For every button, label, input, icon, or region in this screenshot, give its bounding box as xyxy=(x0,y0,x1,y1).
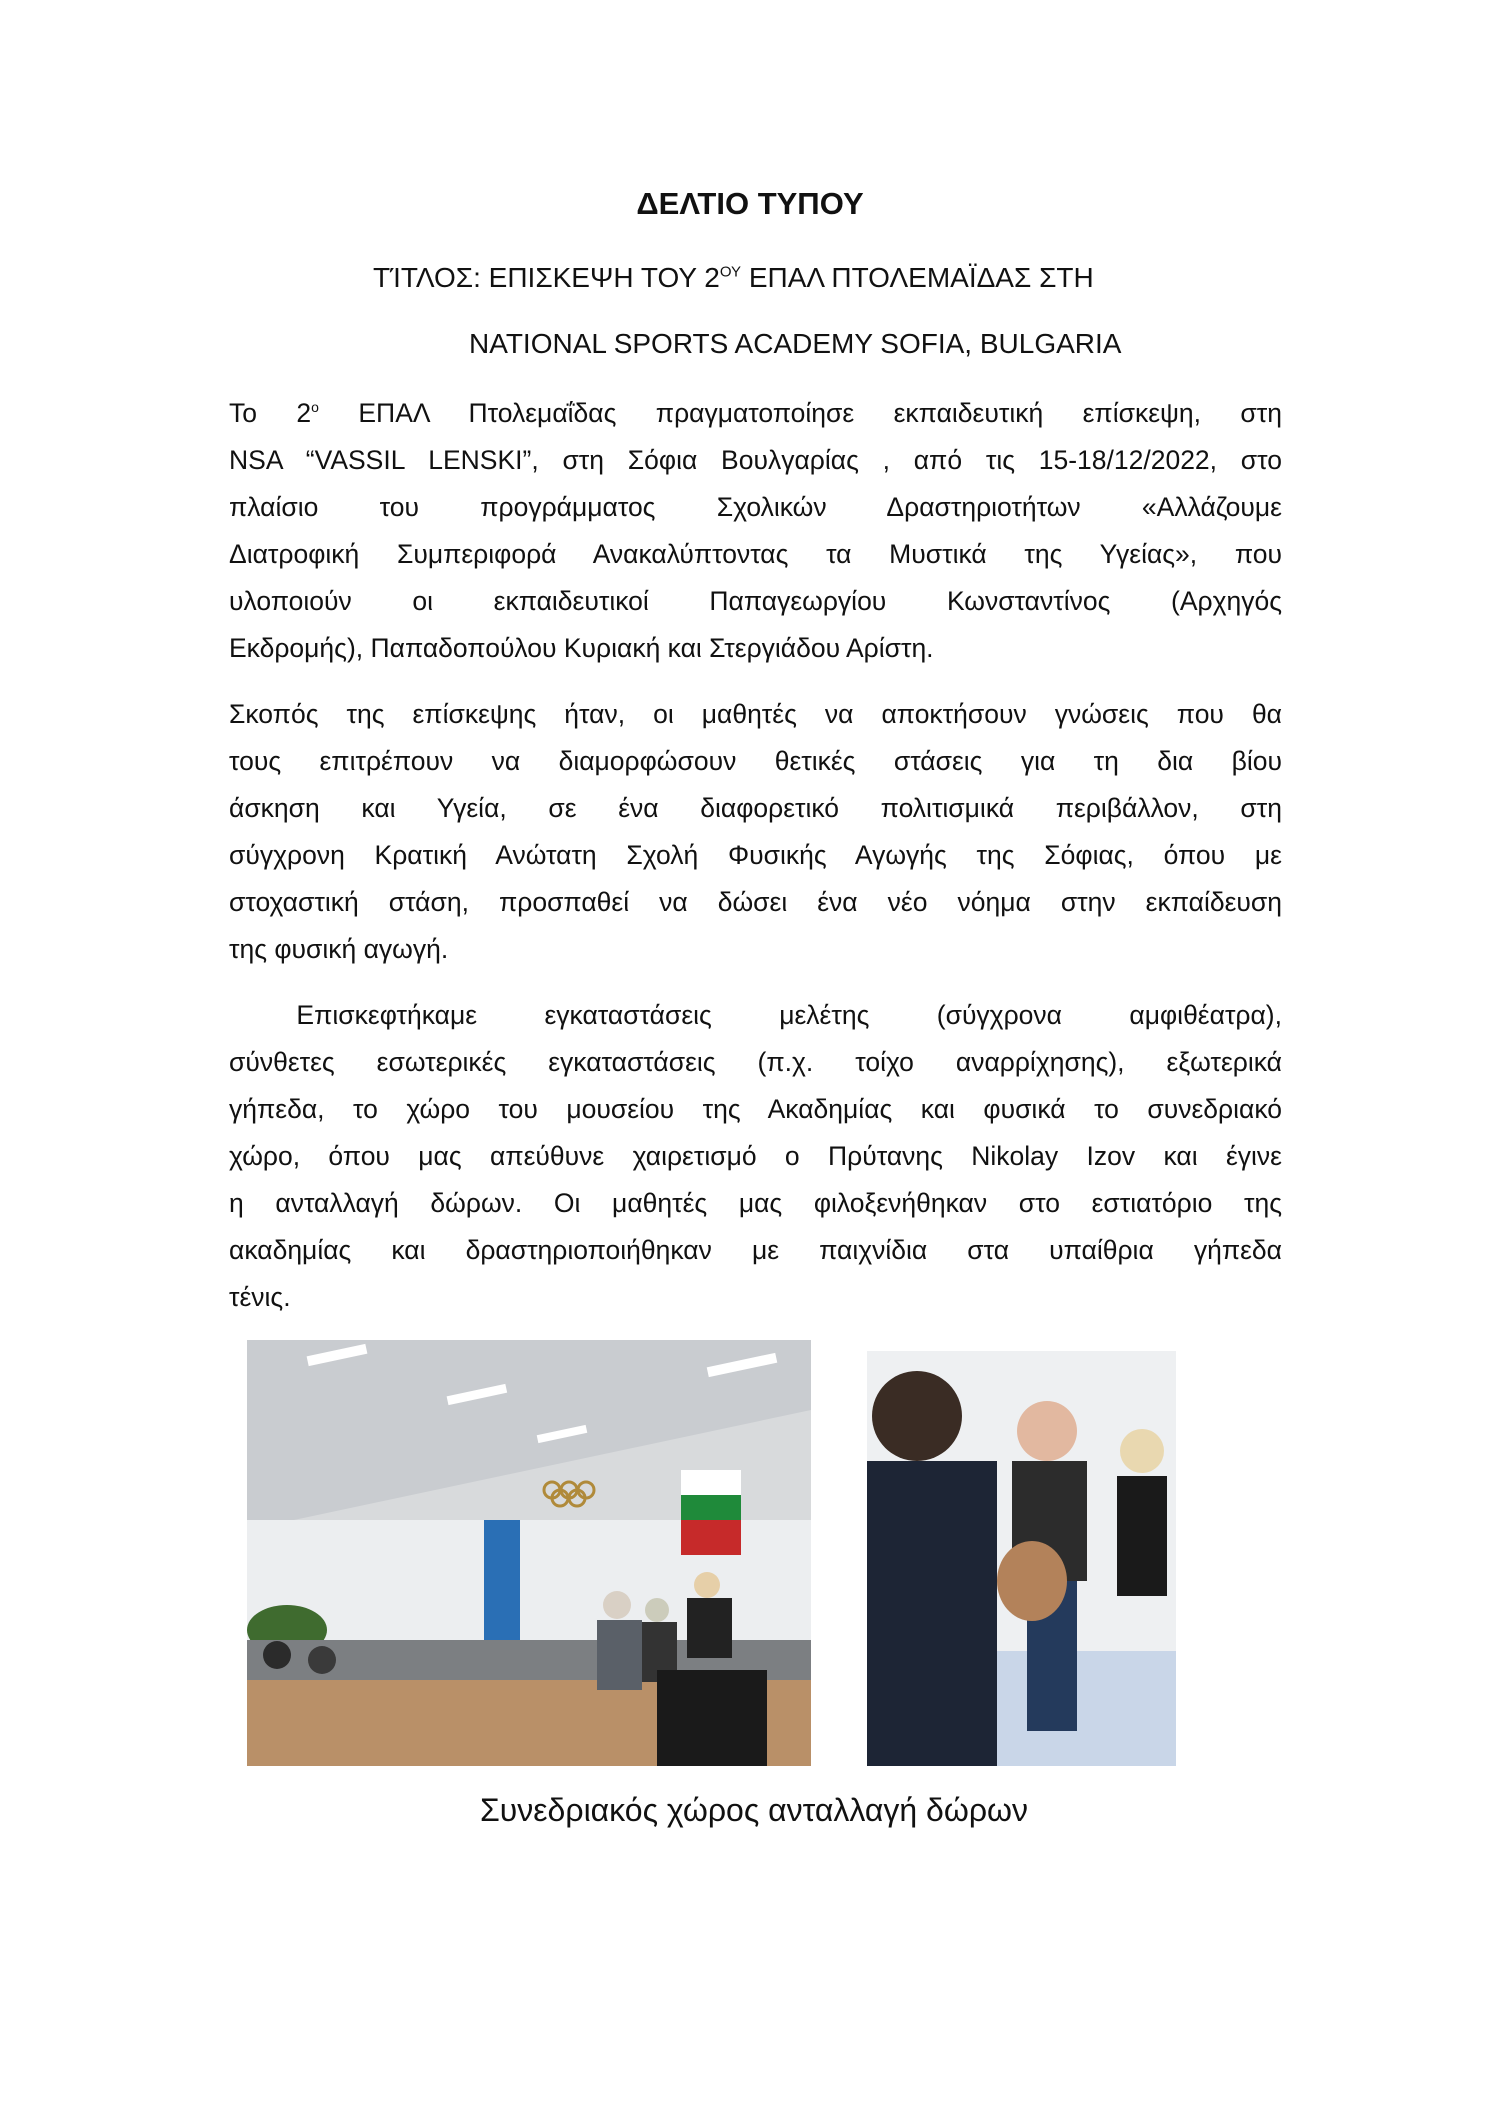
title-line-1: ΤΊΤΛΟΣ: ΕΠΙΣΚΕΨΗ ΤΟΥ $2^{O\Upsilon}$ ΕΠΑΛ ΠΤΟΛΕΜΑΪΔΑΣ ΣΤΗ xyxy=(373,262,1094,293)
text-line: Διατροφική Συμπεριφορά Ανακαλύπτοντας τα Μυστικά της Υγείας», που xyxy=(229,539,1282,569)
text-line: της φυσική αγωγή. xyxy=(229,934,449,964)
text-line: Εκδρομής), Παπαδοπούλου Κυριακή και Στεργιάδου Αρίστη. xyxy=(229,633,934,663)
photo-gift-exchange xyxy=(867,1351,1176,1766)
text-line: η ανταλλαγή δώρων. Οι μαθητές μας φιλοξενήθηκαν στο εστιατόριο της xyxy=(229,1188,1282,1218)
text-line: πλαίσιο του προγράμματος Σχολικών Δραστηριοτήτων «Αλλάζουμε xyxy=(229,492,1282,522)
text-line: ακαδημίας και δραστηριοποιήθηκαν με παιχνίδια στα υπαίθρια γήπεδα xyxy=(229,1235,1282,1265)
text-line: τους επιτρέπουν να διαμορφώσουν θετικές στάσεις για τη δια βίου xyxy=(229,746,1282,776)
document-heading: ΔΕΛΤΙΟ ΤΥΠΟΥ xyxy=(636,186,864,221)
paragraph-1 xyxy=(229,390,1282,672)
text-line: στοχαστική στάση, προσπαθεί να δώσει ένα νέο νόημα στην εκπαίδευση xyxy=(229,887,1282,917)
text-line: γήπεδα, το χώρο του μουσείου της Ακαδημίας και φυσικά το συνεδριακό xyxy=(229,1094,1282,1124)
paragraph-3 xyxy=(229,992,1282,1321)
photo-caption: Συνεδριακός χώρος ανταλλαγή δώρων xyxy=(480,1792,1028,1828)
text-line: τένις. xyxy=(229,1282,291,1312)
text-line: σύγχρονη Κρατική Ανώτατη Σχολή Φυσικής Αγωγής της Σόφιας, όπου με xyxy=(229,840,1282,870)
paragraph-2 xyxy=(229,691,1282,973)
text-line: χώρο, όπου μας απεύθυνε χαιρετισμό ο Πρύτανης Nikolay Izov και έγινε xyxy=(229,1141,1282,1171)
text-line: NSA “VASSIL LENSKI”, στη Σόφια Βουλγαρίας , από τις 15-18/12/2022, στο xyxy=(229,445,1282,475)
text-line: Επισκεφτήκαμε εγκαταστάσεις μελέτης (σύγχρονα αμφιθέατρα), xyxy=(229,1000,1282,1030)
text-line: Το $2^o$ ΕΠΑΛ Πτολεμαΐδας πραγματοποίησε εκπαιδευτική επίσκεψη, στη xyxy=(229,398,1282,428)
photo-conference-room xyxy=(247,1340,811,1766)
text-line: σύνθετες εσωτερικές εγκαταστάσεις (π.χ. τοίχο αναρρίχησης), εξωτερικά xyxy=(229,1047,1282,1077)
text-line: υλοποιούν οι εκπαιδευτικοί Παπαγεωργίου Κωνσταντίνος (Αρχηγός xyxy=(229,586,1282,616)
text-line: άσκηση και Υγεία, σε ένα διαφορετικό πολιτισμικά περιβάλλον, στη xyxy=(229,793,1282,823)
text-line: Σκοπός της επίσκεψης ήταν, οι μαθητές να αποκτήσουν γνώσεις που θα xyxy=(229,699,1282,729)
title-line-2: NATIONAL SPORTS ACADEMY SOFIA, BULGARIA xyxy=(469,328,1122,359)
